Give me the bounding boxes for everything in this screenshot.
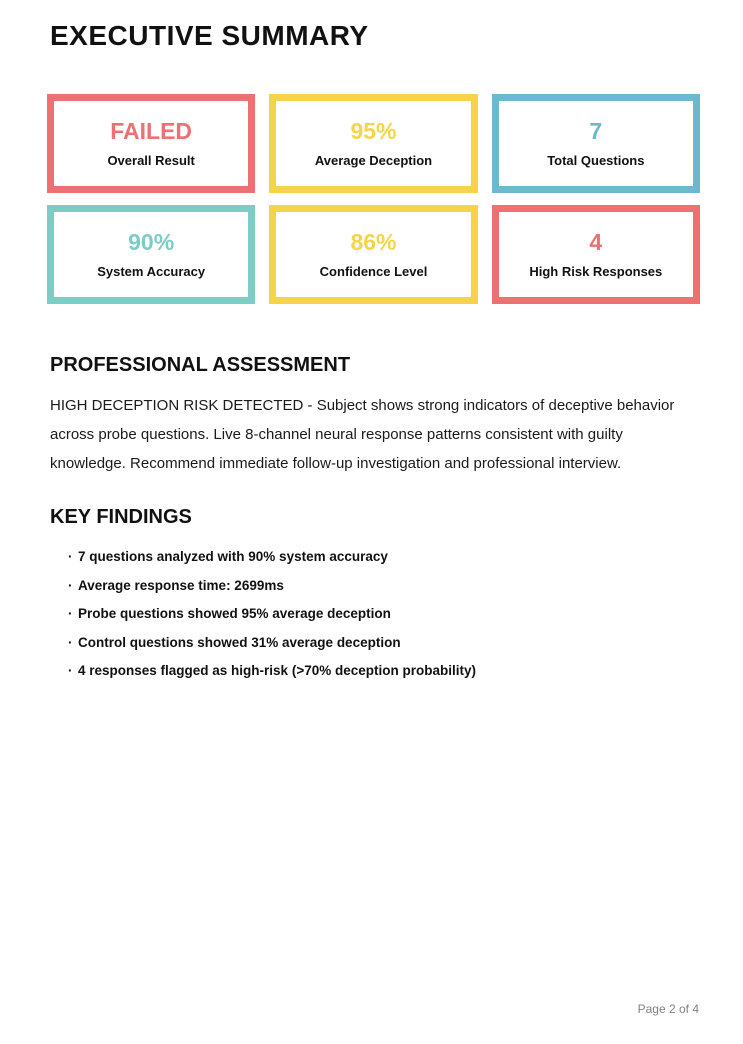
stat-card-overall-result [47, 94, 255, 193]
page-number: Page 2 of 4 [637, 1002, 699, 1016]
stat-card-total-questions [492, 94, 700, 193]
key-findings-list [50, 548, 699, 679]
stat-value: 95% [350, 117, 397, 144]
stat-label: Overall Result [107, 153, 195, 169]
assessment-body: HIGH DECEPTION RISK DETECTED - Subject shows strong indicators of deceptive behavior across probe questions. Live 8-channel neural response patterns consistent with guilty knowledge. Recommend immediate follow-up investigation and professional interview. [50, 397, 675, 472]
bullet-icon [68, 662, 78, 679]
stat-value: 86% [350, 228, 397, 255]
finding-text: 4 responses flagged as high-risk (>70% deception probability) [78, 663, 476, 678]
stat-label: Average Deception [314, 153, 433, 169]
finding-item [68, 662, 699, 679]
bullet-icon [68, 634, 78, 651]
stats-grid [47, 94, 700, 304]
stat-value: 7 [589, 117, 603, 144]
stat-value: 90% [128, 228, 175, 255]
stat-card-system-accuracy [47, 205, 255, 304]
stat-value: FAILED [110, 117, 193, 144]
stat-card-confidence-level [269, 205, 477, 304]
page-title: EXECUTIVE SUMMARY [50, 20, 369, 51]
finding-text: Control questions showed 31% average deception [78, 634, 401, 650]
bullet-icon [68, 548, 78, 565]
finding-text: 7 questions analyzed with 90% system accuracy [78, 549, 388, 564]
finding-item [68, 577, 699, 594]
bullet-icon [68, 577, 78, 594]
stat-label: Total Questions [547, 153, 645, 169]
stat-label: System Accuracy [97, 264, 206, 280]
stat-card-high-risk-responses [492, 205, 700, 304]
finding-item [68, 605, 699, 622]
stat-label: Confidence Level [319, 264, 428, 280]
finding-text: Probe questions showed 95% average deception [78, 606, 391, 621]
assessment-heading: PROFESSIONAL ASSESSMENT [50, 354, 351, 376]
stat-label: High Risk Responses [529, 264, 663, 280]
bullet-icon [68, 605, 78, 622]
key-findings-heading: KEY FINDINGS [50, 506, 192, 528]
stat-card-average-deception [269, 94, 477, 193]
stat-value: 4 [589, 228, 603, 255]
finding-item [68, 548, 699, 565]
finding-text: Average response time: 2699ms [78, 577, 284, 593]
finding-item [68, 634, 699, 651]
